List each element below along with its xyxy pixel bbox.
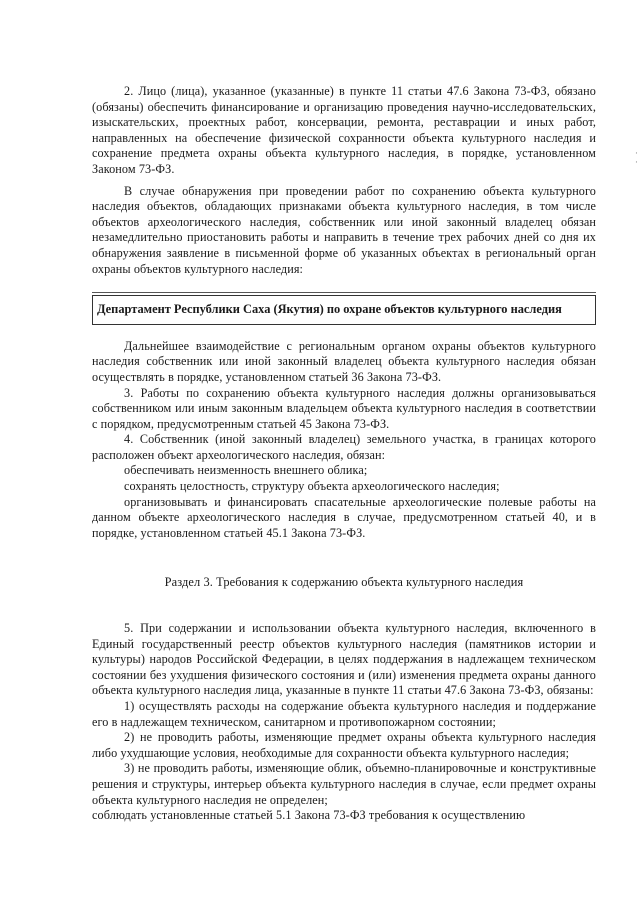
paragraph-2: 2. Лицо (лица), указанное (указанные) в пункте 11 статьи 47.6 Закона 73-ФЗ, обязано (обязаны) обеспечить финансирование и организацию проведения научно-исследовательских, изыскательских, проектных работ, консервации, ремонта, реставрации и иных работ, направленных на обеспечение физической сохранности объекта культурного наследия и сохранение предмета охраны объекта культурного наследия, в порядке, установленном Законом 73-ФЗ. [92, 84, 596, 176]
paragraph-4-item-rescue-works: организовывать и финансировать спасательные археологические полевые работы на данном объекте археологического наследия в случае, предусмотренном статьей 40, и в порядке, установленном статьей 45.1 Закона 73-ФЗ. [92, 494, 596, 540]
paragraph-4-item-integrity: сохранять целостность, структуру объекта археологического наследия; [124, 479, 500, 494]
paragraph-3: 3. Работы по сохранению объекта культурного наследия должны организовываться собственником или иным законным владельцем объекта культурного наследия в соответствии с порядком, предусмотренным статьей 45 Закона 73-ФЗ. [92, 385, 596, 431]
scan-margin-mark: · · [635, 149, 638, 168]
document-page [92, 84, 596, 824]
authority-box: Департамент Республики Саха (Якутия) по охране объектов культурного наследия [92, 295, 596, 325]
paragraph-4-item-appearance: обеспечивать неизменность внешнего облика; [124, 463, 368, 478]
paragraph-5-item-4: соблюдать установленные статьей 5.1 Закона 73-ФЗ требования к осуществлению [92, 808, 526, 823]
paragraph-5-item-3: 3) не проводить работы, изменяющие облик, объемно-планировочные и конструктивные решения и структуры, интерьер объекта культурного наследия в случае, если предмет охраны объекта культурного наследия не определен; [92, 761, 596, 807]
paragraph-discovery: В случае обнаружения при проведении работ по сохранению объекта культурного наследия объектов, обладающих признаками объекта культурного наследия, в том числе объектов археологического наследия, собственник или иной законный владелец обязан незамедлительно приостановить работы и направить в течение трех рабочих дней со дня их обнаружения заявление в письменной форме об указанных объектах в региональный орган охраны объектов культурного наследия: [92, 183, 596, 276]
paragraph-5-item-1: 1) осуществлять расходы на содержание объекта культурного наследия и поддержание его в надлежащем техническом, санитарном и противопожарном состоянии; [92, 699, 596, 729]
paragraph-5-item-2: 2) не проводить работы, изменяющие предмет охраны объекта культурного наследия либо ухудшающие условия, необходимые для сохранности объекта культурного наследия; [92, 730, 596, 760]
section-3-title: Раздел 3. Требования к содержанию объекта культурного наследия [164, 575, 524, 590]
paragraph-4: 4. Собственник (иной законный владелец) земельного участка, в границах которого расположен объект археологического наследия, обязан: [92, 432, 596, 462]
paragraph-5: 5. При содержании и использовании объекта культурного наследия, включенного в Единый государственный реестр объектов культурного наследия (памятников истории и культуры) народов Российской Федерации, в целях поддержания в надлежащем техническом состоянии без ухудшения физического состояния и (или) изменения предмета охраны данного объекта культурного наследия лица, указанные в пункте 11 статьи 47.6 Закона 73-ФЗ, обязаны: [92, 621, 596, 698]
paragraph-interaction: Дальнейшее взаимодействие с региональным органом охраны объектов культурного наследия собственник или иной законный владелец объекта культурного наследия обязан осуществлять в порядке, установленном статьей 36 Закона 73-ФЗ. [92, 338, 596, 384]
